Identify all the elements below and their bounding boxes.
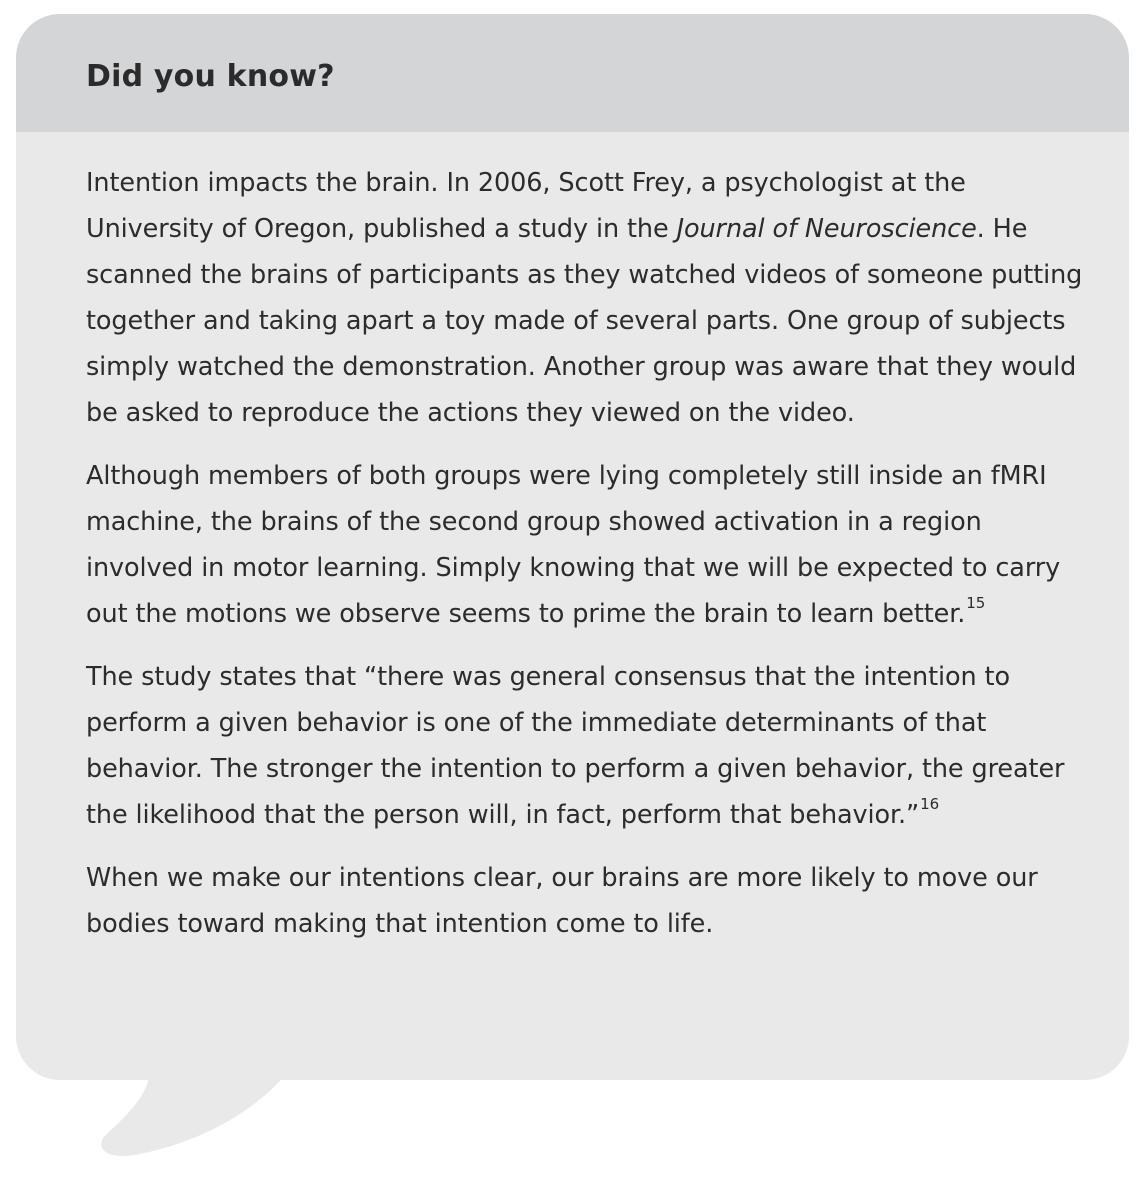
paragraph-4 — [86, 855, 1089, 947]
paragraph-2-text: Although members of both groups were lying completely still inside an fMRI machine, the brains of the second group showed activation in a region involved in motor learning. Simply knowing that we will be expected to carry out the motions we observe seems to prime the brain to learn better. — [86, 461, 1061, 629]
journal-title: Journal of Neuroscience — [676, 214, 977, 244]
did-you-know-callout — [16, 14, 1129, 1080]
paragraph-4-text: When we make our intentions clear, our brains are more likely to move our bodies toward making that intention come to life. — [86, 863, 1038, 939]
footnote-16: 16 — [920, 795, 940, 813]
paragraph-1-text-after: . He scanned the brains of participants as they watched videos of someone putting together and taking apart a toy made of several parts. One group of subjects simply watched the demonstration. Another group was aware that they would be asked to reproduce the actions they viewed on the video. — [86, 214, 1083, 428]
footnote-15: 15 — [966, 594, 986, 612]
paragraph-1-text-before: Intention impacts the brain. In 2006, Scott Frey, a psychologist at the University of Oregon, published a study in the — [86, 168, 966, 244]
paragraph-1 — [86, 160, 1089, 436]
paragraph-3 — [86, 654, 1089, 838]
callout-body — [16, 132, 1129, 947]
callout-header — [16, 14, 1129, 132]
paragraph-2 — [86, 453, 1089, 637]
callout-title: Did you know? — [86, 59, 335, 94]
paragraph-3-text: The study states that “there was general consensus that the intention to perform a given behavior is one of the immediate determinants of that behavior. The stronger the intention to perform a given behavior, the greater the likelihood that the person will, in fact, perform that behavior.” — [86, 662, 1065, 830]
